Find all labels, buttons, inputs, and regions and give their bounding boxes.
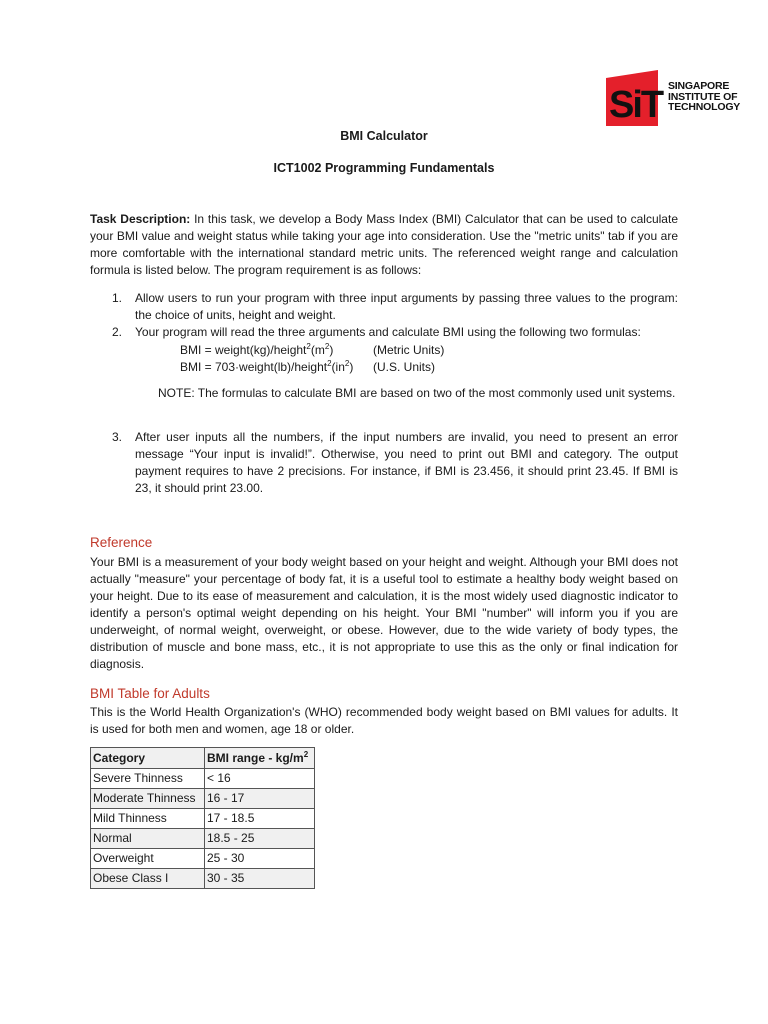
bmi-table [90, 747, 315, 889]
table-cell-range: 16 - 17 [205, 789, 315, 809]
formula-us-label: (U.S. Units) [373, 360, 436, 374]
table-row [91, 849, 315, 869]
requirement-number: 2. [112, 325, 123, 339]
bmi-table-heading: BMI Table for Adults [90, 686, 210, 701]
table-cell-category: Obese Class I [91, 869, 205, 889]
reference-text: Your BMI is a measurement of your body weight based on your height and weight. Although your BMI does not actually "measure" your percentage of body fat, it is a useful tool to estimate a healthy body weight based on your height. Due to its ease of measurement and calculation, it is the most widely used diagnostic indicator to identify a person's optimal weight depending on his height. Your BMI "number" will inform you if you are underweight, of normal weight, overweight, or obese. However, due to the wide variety of body types, the distribution of muscle and bone mass, etc., it is not appropriate to use this as the only or final indication for diagnosis. [90, 555, 678, 671]
logo-line-1: SINGAPORE [668, 80, 730, 92]
requirement-item-3 [90, 429, 678, 497]
reference-heading: Reference [90, 535, 153, 550]
table-header-row [91, 748, 315, 769]
table-row [91, 869, 315, 889]
column-header-range: BMI range - $kg/m^2$ [205, 748, 315, 769]
requirement-number: 1. [112, 291, 123, 305]
formula-us: BMI = $703\cdot weight(lb)/height^2(in^2)$ (U.S. Units) [180, 359, 436, 374]
requirement-number: 3. [112, 430, 123, 444]
task-description [90, 211, 678, 279]
table-cell-range: 30 - 35 [205, 869, 315, 889]
table-row [91, 829, 315, 849]
column-header-category: Category [91, 748, 205, 769]
bmi-table-intro: This is the World Health Organization's (WHO) recommended body weight based on BMI values for adults. It is used for both men and women, age 18 or older. [90, 705, 678, 736]
task-description-label: Task Description: [90, 212, 191, 226]
sit-logo [606, 70, 746, 126]
formula-metric: BMI = $weight(kg)/height^2(m^2)$ (Metric Units) [180, 342, 445, 357]
sit-logo-text [668, 81, 748, 113]
document-title: BMI Calculator [340, 129, 428, 143]
logo-line-2: INSTITUTE OF [668, 90, 738, 103]
sit-logo-lettering: SiT [609, 84, 663, 126]
requirements-list-bottom [90, 429, 678, 497]
table-cell-category: Severe Thinness [91, 769, 205, 789]
requirement-text: Allow users to run your program with three input arguments by passing three values to the program: the choice of units, height and weight. [135, 291, 678, 322]
task-description-text: In this task, we develop a Body Mass Index (BMI) Calculator that can be used to calculate your BMI value and weight status while taking your age into consideration. Use the "metric units" tab if you are more comfortable with the international standard metric units. The referenced weight range and calculation formula is listed below. The program requirement is as follows: [90, 212, 678, 277]
requirement-item-1 [90, 290, 678, 324]
table-row [91, 809, 315, 829]
requirement-text: Your program will read the three arguments and calculate BMI using the following two formulas: [135, 325, 641, 339]
table-cell-range: 17 - 18.5 [205, 809, 315, 829]
table-cell-category: Mild Thinness [91, 809, 205, 829]
sit-logo-mark [606, 70, 666, 126]
table-cell-range: 25 - 30 [205, 849, 315, 869]
requirement-text: After user inputs all the numbers, if the input numbers are invalid, you need to present an error message “Your input is invalid!”. Otherwise, you need to print out BMI and category. The output payment requires to have 2 precisions. For instance, if BMI is 23.456, it should print 23.45. If BMI is 23, it should print 23.00. [135, 430, 678, 495]
formula-note: NOTE: The formulas to calculate BMI are based on two of the most commonly used unit systems. [158, 386, 676, 400]
document-subtitle: ICT1002 Programming Fundamentals [273, 161, 495, 175]
requirements-list-top [90, 290, 678, 341]
table-row [91, 789, 315, 809]
table-cell-category: Normal [91, 829, 205, 849]
table-row [91, 769, 315, 789]
formula-metric-label: (Metric Units) [373, 343, 445, 357]
logo-line-3: TECHNOLOGY [668, 101, 741, 113]
table-cell-category: Moderate Thinness [91, 789, 205, 809]
table-cell-category: Overweight [91, 849, 205, 869]
table-cell-range: 18.5 - 25 [205, 829, 315, 849]
requirement-item-2 [90, 324, 678, 341]
table-cell-range: < 16 [205, 769, 315, 789]
